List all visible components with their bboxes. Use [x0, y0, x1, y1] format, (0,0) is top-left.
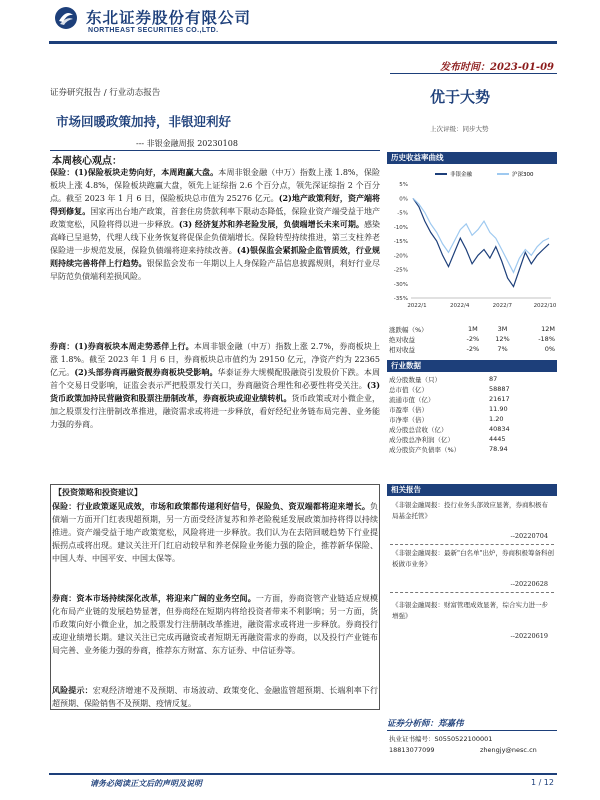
related-report-link[interactable]: 《非银金融周报：投行业务头部效应显著，券商积极布局基金托管》	[392, 501, 548, 520]
y-tick-label: -25%	[393, 267, 408, 274]
publish-date-divider	[390, 73, 557, 74]
analyst-email[interactable]: zhengjy@nesc.cn	[480, 746, 537, 754]
table-row	[389, 404, 555, 414]
perf-cell: -2%	[466, 345, 480, 353]
brokerage-point-1-bold: (1)券商板块本周走势悉伴上行。	[74, 341, 194, 351]
publish-date: 发布时间：2023-01-09	[440, 62, 554, 73]
core-views-heading: 本周核心观点：	[52, 156, 122, 167]
stat-label: 成分股总净利润（亿）	[389, 435, 454, 444]
stat-label: 成分股总营收（亿）	[389, 425, 448, 434]
perf-header-cell: 1M	[467, 325, 478, 333]
perf-cell: 绝对收益	[389, 335, 415, 344]
stat-label: 成分股数量（只）	[389, 375, 441, 384]
y-tick-label: -5%	[397, 210, 408, 217]
stat-value: 87	[489, 375, 498, 383]
perf-header-cell: 3M	[497, 325, 508, 333]
table-row	[389, 434, 555, 444]
table-row	[389, 414, 555, 424]
stat-label: 成分股资产负债率（%）	[389, 445, 461, 454]
rating-badge: 优于大势	[430, 88, 491, 106]
brand-name-en: NORTHEAST SECURITIES CO.,LTD.	[88, 27, 219, 34]
y-tick-label: -20%	[393, 253, 408, 260]
risk-paragraph	[52, 684, 378, 710]
related-report-link[interactable]: 《非银金融周报：最新"白名单"出炉，券商积极筹备科创板做市业务》	[392, 549, 554, 568]
table-row	[389, 394, 555, 404]
table-row	[389, 344, 555, 354]
y-tick-label: 0%	[399, 196, 408, 203]
y-tick-label: -15%	[393, 239, 408, 245]
performance-table	[389, 324, 555, 354]
brokerage-core-paragraph	[50, 340, 380, 431]
industry-data-heading: 行业数据	[387, 360, 557, 372]
brokerage-point-2: 华泰证券大规模配股融资引发股价下跌。本周首个交易日受影响，证监会表示严把股票发行关口，券商融资合理性和必要性将受关注。	[50, 368, 381, 390]
strategy-insurance-bold: 行业政策逐见成效，市场和政策都传递利好信号，保险负、资双端都将迎来增长。	[76, 501, 371, 511]
report-category: 证券研究报告 / 行业动态报告	[50, 88, 161, 98]
stat-value: 11.90	[489, 405, 508, 413]
y-tick-label: -30%	[393, 281, 408, 288]
brokerage-point-3: 货币政策或对小微企业，加之股票发行注册制改革推进，融资需求或将进一步释放，看好经纪业务链布局完善、业务能力强的券商。	[50, 394, 380, 429]
insurance-point-1: 本周非银金融（中万）指数上涨 1.8%，保险板块上涨 4.8%，保险板块跑赢大盘，领先上证综指 2.6 个百分点，领先深证综指 2 个百分点。截至 2023 年 1 月 6 日，保险板块总市值为 25276 亿元。	[50, 168, 380, 203]
footer-disclaimer: 请务必阅读正文后的声明及说明	[90, 778, 202, 788]
strategy-insurance-label: 保险：	[52, 501, 77, 511]
strategy-heading: 【投资策略和投资建议】	[54, 487, 142, 497]
stat-label: 市盈率（倍）	[389, 405, 428, 414]
page-title: 市场回暖政策加持，非银迎利好	[56, 114, 232, 129]
company-logo-icon	[54, 6, 78, 30]
strategy-brokerage-bold: 资本市场持续深化改革，将迎来广阔的业务空间。	[76, 593, 256, 603]
analyst-license: 执业证书编号：S0550522100001	[389, 735, 493, 743]
x-tick-label: 2022/7	[492, 303, 513, 309]
report-divider	[390, 592, 554, 593]
series-line-nonbank	[413, 198, 549, 286]
perf-cell: -2%	[466, 335, 480, 343]
analyst-phone: 18813077099	[389, 746, 435, 754]
report-divider	[390, 544, 554, 545]
footer-divider	[49, 773, 557, 775]
insurance-point-1-bold: (1)保险板块走势向好，本周跑赢大盘。	[74, 167, 219, 177]
insurance-point-2-bold: (2)地产政策利好，资产端将得到修复。	[50, 193, 380, 216]
insurance-point-3-bold: (3) 经济复苏和养老险发展，负债端增长未来可期。	[178, 219, 364, 229]
x-tick-label: 2022/4	[449, 303, 470, 309]
brokerage-point-2-bold: (2)头部券商再融资靓券商板块受影响。	[74, 367, 218, 377]
related-report-date: --20220628	[510, 580, 548, 588]
table-row	[389, 444, 555, 454]
history-return-chart	[387, 166, 557, 316]
brokerage-label: 券商：	[50, 341, 75, 351]
risk-text: 宏观经济增速不及预期、市场波动、政策变化、金融监管超预期、长端利率下行超预期、保险销售不及预期、疫情反复。	[52, 686, 379, 708]
stat-label: 流通市值（亿）	[389, 395, 435, 404]
stat-label: 市净率（倍）	[389, 415, 428, 424]
history-chart-heading: 历史收益率曲线	[387, 152, 557, 164]
risk-label: 风险提示：	[52, 685, 93, 695]
strategy-brokerage-label: 券商：	[52, 593, 77, 603]
chart-legend	[435, 170, 534, 178]
stat-value: 1.20	[489, 415, 504, 423]
header-divider	[49, 41, 557, 44]
legend-label-nonbank: 非银金融	[450, 172, 473, 178]
table-row	[389, 384, 555, 394]
page-subtitle: --- 非银金融周报 20230108	[136, 139, 238, 148]
strategy-insurance-text: 负债端一方面开门红表现超预期，另一方面受经济复苏和养老险税延发展政策加持将得以持续推进。资产端受益于地产政策宽松，风险将进一步释放。我们认为在去陪回暖趋势下行业提振拐点或将出现。建议关注开门红启动较早和养老保险业务能力强的险企，推荐新华保险、中国人寿、中国平安、中国太保等。	[52, 502, 379, 563]
stat-value: 78.94	[489, 445, 508, 453]
table-row	[389, 424, 555, 434]
strategy-brokerage-paragraph	[52, 592, 378, 657]
performance-table-header	[389, 324, 555, 334]
related-report-date: --20220704	[510, 532, 548, 540]
insurance-point-4-bold: (4)银保监会紧抓险企监管质效，行业规则持续完善将伴上行趋势。	[50, 245, 381, 268]
perf-cell: -18%	[538, 335, 555, 343]
brokerage-point-3-bold: (3)货币政策加持民营融资和股票注册制改革，券商板块或迎业绩转机。	[50, 380, 380, 403]
brokerage-point-1: 本周非银金融（中万）指数上涨 2.7%，券商板块上涨 1.8%。截至 2023 年 1 月 6 日，券商板块总市值约为 29150 亿元，净资产约为 22365 亿元。	[50, 342, 381, 377]
perf-cell: 0%	[544, 345, 555, 353]
strategy-brokerage-text: 一方面，券商资管产业链适应规模化布局产业链的发展趋势显著，但券商经在短期内将给投资者带来不利影响；另一方面，货币政策向好小微企业，加之股票发行注册制改革推进，融资需求或将进一步释放。券商投行或迎业绩增长期。建议关注已完成再融资或者短期无再融资需求的券商，以及投行产业链布局完善、业务能力强的券商，推荐东方财富、东方证券、中信证券等。	[52, 594, 379, 655]
insurance-point-3: 感染高峰已呈退势，代理人线下业务恢复将促保企负债端增长。保险转型持续推进，第三支柱养老保险进一步规范发展，保险负债端将迎来持续改善。	[50, 220, 381, 255]
stat-label: 总市值（亿）	[389, 385, 428, 394]
stat-value: 21617	[489, 395, 510, 403]
stat-value: 40834	[489, 425, 510, 433]
industry-data-table	[389, 374, 555, 454]
insurance-label: 保险：	[50, 167, 75, 177]
title-divider	[50, 150, 380, 151]
brand-name-cn: 东北证券股份有限公司	[86, 9, 252, 27]
analyst-name: 证券分析师：郑嘉伟	[387, 719, 464, 729]
insurance-core-paragraph	[50, 166, 380, 283]
related-report-date: --20220619	[510, 632, 548, 640]
analyst-divider	[387, 730, 557, 731]
previous-rating: 上次评级：同步大势	[430, 125, 489, 133]
y-tick-label: -35%	[393, 296, 408, 302]
stat-value: 4445	[489, 435, 506, 443]
strategy-insurance-paragraph	[52, 500, 378, 565]
related-report-link[interactable]: 《非银金融周报：财富管理成效显著，综合实力进一步增强》	[392, 601, 548, 620]
perf-header-cell: 12M	[541, 325, 555, 333]
legend-label-csi300: 沪深300	[512, 172, 534, 178]
perf-header-cell: 涨跌幅（%）	[389, 325, 428, 334]
stat-value: 58887	[489, 385, 510, 393]
y-tick-label: 5%	[399, 182, 408, 188]
x-tick-label: 2022/1	[407, 303, 427, 309]
table-row	[389, 374, 555, 384]
perf-cell: 7%	[497, 345, 508, 353]
table-row	[389, 334, 555, 344]
insurance-point-4: 银保监会发布一年期以上人身保险产品信息披露规则，利好行业尽早防范负债端利差损风险。	[50, 259, 381, 281]
x-tick-label: 2022/10	[533, 303, 557, 309]
y-tick-label: -10%	[393, 224, 408, 231]
insurance-point-2: 国家再出台地产政策，首套住房贷款利率下限动态降低，保险业资产端受益于地产政策宽松，风险将得以进一步释放。	[50, 207, 380, 229]
perf-cell: 12%	[495, 335, 510, 343]
perf-cell: 相对收益	[389, 345, 415, 354]
related-reports-heading: 相关报告	[387, 484, 557, 496]
page-number: 1 / 12	[530, 778, 554, 787]
